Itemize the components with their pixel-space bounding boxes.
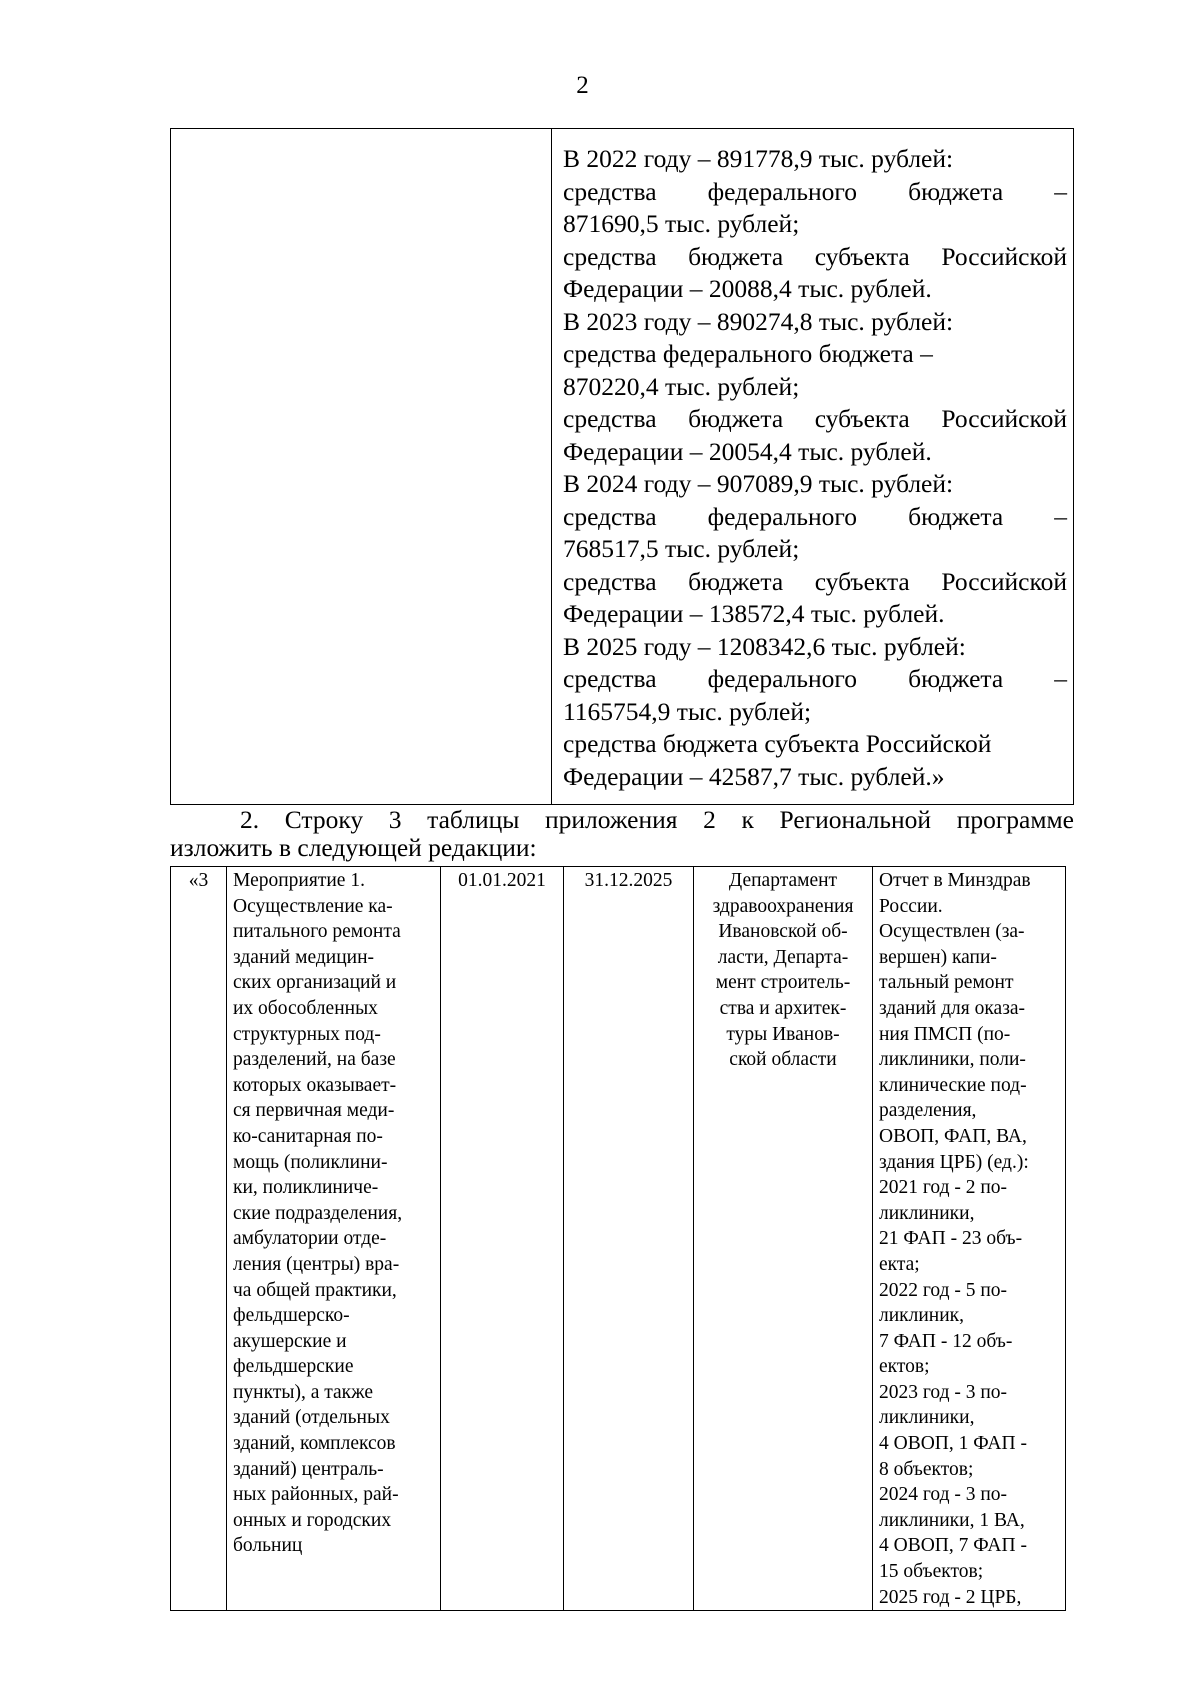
executor-cell [694, 867, 873, 1611]
funding-2022-federal-amount: 871690,5 тыс. рублей; [563, 209, 800, 238]
result-text-line: 2023 год - 3 по- [879, 1381, 1008, 1403]
funding-2024-federal-amount: 768517,5 тыс. рублей; [563, 534, 800, 563]
activity-text-line: больниц [233, 1535, 303, 1557]
funding-2024-regional-amount: Федерации – 138572,4 тыс. рублей. [563, 599, 945, 628]
result-text-line: ния ПМСП (по- [879, 1023, 1011, 1045]
executor-text-line: здравоохранения [712, 895, 854, 917]
result-text-line: екта; [879, 1253, 920, 1275]
result-lines [879, 868, 1059, 1610]
result-text-line: ликлиники, 1 ВА, [879, 1509, 1025, 1531]
result-text-line: Осуществлен (за- [879, 921, 1025, 943]
funding-2023-federal-amount: 870220,4 тыс. рублей; [563, 371, 800, 401]
result-text-line: 21 ФАП - 23 объ- [879, 1228, 1023, 1250]
funding-2025-total: В 2025 году – 1208342,6 тыс. рублей: [563, 631, 966, 661]
funding-2022-regional: средства бюджета субъекта Российской [563, 241, 1067, 271]
result-text-line: 2024 год - 3 по- [879, 1484, 1008, 1506]
funding-2025-federal: средства федерального бюджета – [563, 664, 1067, 693]
activity-text-line: онных и городских [233, 1509, 392, 1531]
activity-text-line: зданий медицин- [233, 946, 375, 968]
activity-cell [227, 867, 441, 1611]
activity-text-line: ские подразделения, [233, 1202, 403, 1224]
executor-lines [700, 868, 866, 1073]
activity-text-line: акушерские и [233, 1330, 347, 1352]
funding-2025-regional: средства бюджета субъекта Российской [563, 729, 992, 758]
start-date-cell: 01.01.2021 [441, 867, 564, 1611]
executor-text-line: Ивановской об- [718, 921, 848, 943]
result-text-line: ектов; [879, 1356, 930, 1378]
result-text-line: 2025 год - 2 ЦРБ, [879, 1586, 1022, 1608]
activity-table [170, 866, 1066, 1611]
executor-text-line: ства и архитек- [719, 997, 847, 1019]
executor-text-line: ской области [729, 1049, 837, 1071]
empty-cell [171, 129, 552, 805]
funding-2023-regional: средства бюджета субъекта Российской [563, 404, 1067, 433]
funding-2024-total: В 2024 году – 907089,9 тыс. рублей: [563, 469, 954, 498]
activity-text-line: их обособленных [233, 997, 378, 1019]
activity-text-line: ки, поликлиниче- [233, 1177, 379, 1199]
funding-table [170, 128, 1074, 805]
activity-text-line: амбулатории отде- [233, 1228, 387, 1250]
table-row [171, 867, 1066, 1611]
activity-text-line: мощь (поликлини- [233, 1151, 388, 1173]
page-number: 2 [576, 72, 589, 99]
activity-text-line: Осуществление ка- [233, 895, 393, 917]
funding-2024-federal: средства федерального бюджета – [563, 501, 1067, 531]
executor-text-line: ласти, Департа- [717, 946, 849, 968]
result-text-line: зданий для оказа- [879, 997, 1026, 1019]
activity-text-line: структурных под- [233, 1023, 381, 1045]
result-text-line: вершен) капи- [879, 946, 997, 968]
activity-text-line: Мероприятие 1. [233, 870, 365, 891]
activity-text-line: фельдшерско- [233, 1305, 350, 1327]
funding-2024-regional: средства бюджета субъекта Российской [563, 566, 1067, 596]
result-cell [873, 867, 1066, 1611]
activity-text-line: пункты), а также [233, 1381, 373, 1403]
executor-text-line: Департамент [728, 870, 838, 891]
activity-text-line: ских организаций и [233, 972, 397, 994]
result-text-line: 4 ОВОП, 7 ФАП - [879, 1535, 1027, 1557]
activity-text-line: ча общей практики, [233, 1279, 397, 1301]
result-text-line: 7 ФАП - 12 объ- [879, 1330, 1013, 1352]
funding-2022-regional-amount: Федерации – 20088,4 тыс. рублей. [563, 274, 932, 303]
result-text-line: клинические под- [879, 1074, 1027, 1096]
activity-text-line: ко-санитарная по- [233, 1125, 383, 1147]
paragraph-line-2: изложить в следующей редакции: [170, 833, 537, 862]
activity-text-line: фельдшерские [233, 1356, 354, 1378]
result-text-line: 2021 год - 2 по- [879, 1177, 1008, 1199]
activity-lines [233, 868, 434, 1559]
activity-text-line: ся первичная меди- [233, 1100, 395, 1122]
row-number-cell: «3 [171, 867, 227, 1611]
funding-2022-total: В 2022 году – 891778,9 тыс. рублей: [563, 144, 954, 173]
executor-text-line: туры Иванов- [726, 1023, 840, 1045]
funding-2022-federal: средства федерального бюджета – [563, 176, 1067, 206]
result-text-line: России. [879, 895, 943, 917]
result-text-line: 8 объектов; [879, 1458, 974, 1480]
funding-cell [552, 129, 1074, 805]
funding-2025-regional-amount: Федерации – 42587,7 тыс. рублей.» [563, 761, 945, 791]
paragraph-line-1: 2. Строку 3 таблицы приложения 2 к Региональной программе [240, 805, 1074, 834]
result-text-line: ликлиники, [879, 1202, 975, 1224]
result-text-line: разделения, [879, 1100, 977, 1122]
result-text-line: ОВОП, ФАП, ВА, [879, 1125, 1027, 1147]
activity-text-line: зданий) централь- [233, 1458, 384, 1480]
funding-2023-regional-amount: Федерации – 20054,4 тыс. рублей. [563, 436, 932, 466]
activity-text-line: ных районных, рай- [233, 1484, 399, 1506]
executor-text-line: мент строитель- [715, 972, 851, 994]
activity-text-line: зданий, комплексов [233, 1433, 396, 1455]
result-text-line: ликлиники, поли- [879, 1049, 1026, 1071]
activity-text-line: зданий (отдельных [233, 1407, 390, 1429]
funding-2025-federal-amount: 1165754,9 тыс. рублей; [563, 696, 812, 726]
amendment-paragraph [170, 806, 1074, 862]
funding-2023-federal: средства федерального бюджета – [563, 339, 933, 368]
activity-text-line: питального ремонта [233, 921, 401, 943]
activity-text-line: которых оказывает- [233, 1074, 397, 1096]
result-text-line: ликлиник, [879, 1305, 965, 1327]
result-text-line: 2022 год - 5 по- [879, 1279, 1008, 1301]
funding-2023-total: В 2023 году – 890274,8 тыс. рублей: [563, 306, 954, 336]
end-date-cell: 31.12.2025 [564, 867, 694, 1611]
result-text-line: 4 ОВОП, 1 ФАП - [879, 1433, 1027, 1455]
activity-text-line: ления (центры) вра- [233, 1253, 400, 1275]
result-text-line: ликлиники, [879, 1407, 975, 1429]
result-text-line: тальный ремонт [879, 972, 1014, 994]
result-text-line: здания ЦРБ) (ед.): [879, 1151, 1029, 1173]
result-text-line: 15 объектов; [879, 1561, 984, 1583]
funding-row [171, 129, 1074, 805]
activity-text-line: разделений, на базе [233, 1049, 396, 1071]
result-text-line: Отчет в Минздрав [879, 870, 1031, 891]
